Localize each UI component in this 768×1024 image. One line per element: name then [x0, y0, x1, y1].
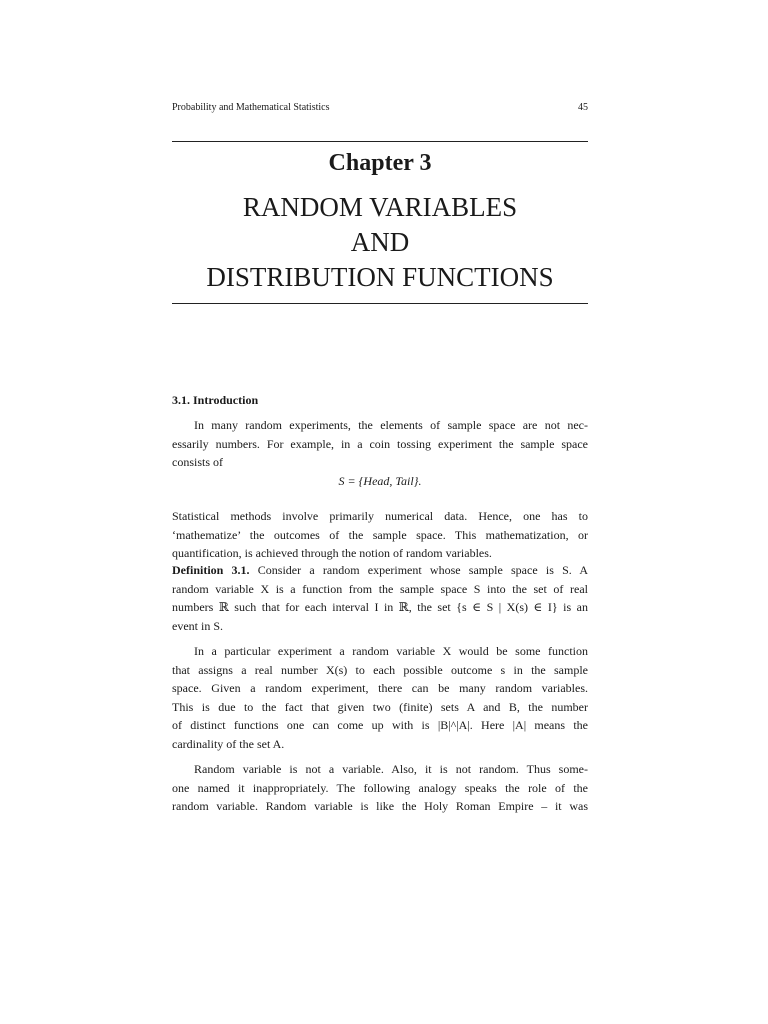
chapter-title-line: RANDOM VARIABLES: [242, 192, 518, 222]
text-line: that assigns a real number X(s) to each possible outcome s in the sample: [172, 662, 588, 677]
paragraph-analogy: [172, 760, 588, 816]
text-line: cardinality of the set A.: [172, 736, 285, 751]
paragraph-intro: [172, 416, 588, 490]
running-title: Probability and Mathematical Statistics: [172, 102, 330, 113]
bottom-rule: [172, 303, 588, 304]
section-heading: 3.1. Introduction: [172, 393, 259, 407]
text-line: In many random experiments, the elements of sample space are not nec-: [194, 418, 588, 432]
definition-block: [172, 561, 588, 635]
definition-line: random variable X is a function from the sample space S into the set of real: [172, 581, 588, 596]
paragraph-statistical-methods: [172, 507, 588, 563]
chapter-title: [172, 190, 588, 295]
chapter-title-line: DISTRIBUTION FUNCTIONS: [206, 262, 554, 292]
text-line: Random variable is not a variable. Also, it is not random. Thus some-: [194, 762, 588, 776]
definition-label: Definition 3.1.: [172, 563, 250, 577]
text-line: quantification, is achieved through the notion of random variables.: [172, 546, 492, 560]
definition-line: event in S.: [172, 618, 223, 633]
chapter-title-line: AND: [350, 227, 410, 257]
text-line: ‘mathematize’ the outcomes of the sample space. This mathematization, or: [172, 527, 588, 542]
text-line: In a particular experiment a random variable X would be some function: [194, 644, 588, 658]
text-line: random variable. Random variable is like the Holy Roman Empire – it was: [172, 799, 588, 813]
text-line: This is due to the fact that given two (finite) sets A and B, the number: [172, 699, 588, 714]
paragraph-particular-experiment: [172, 642, 588, 753]
text-line: Statistical methods involve primarily numerical data. Hence, one has to: [172, 509, 588, 523]
chapter-label: Chapter 3: [328, 150, 432, 176]
running-header: [172, 102, 588, 113]
text-line: consists of: [172, 455, 223, 469]
text-line: one named it inappropriately. The following analogy speaks the role of the: [172, 780, 588, 795]
definition-text: Consider a random experiment whose sample space is S. A: [249, 563, 588, 577]
page-number: 45: [578, 102, 588, 113]
definition-line: [172, 561, 588, 580]
text-line: space. Given a random experiment, there can be many random variables.: [172, 681, 588, 695]
text-line: of distinct functions one can come up with is |B|^|A|. Here |A| means the: [172, 718, 588, 732]
definition-line: numbers ℝ such that for each interval I in ℝ, the set {s ∈ S | X(s) ∈ I} is an: [172, 600, 588, 614]
text-line: essarily numbers. For example, in a coin tossing experiment the sample space: [172, 436, 588, 451]
display-equation: S = {Head, Tail}.: [338, 473, 422, 488]
top-rule: [172, 141, 588, 142]
